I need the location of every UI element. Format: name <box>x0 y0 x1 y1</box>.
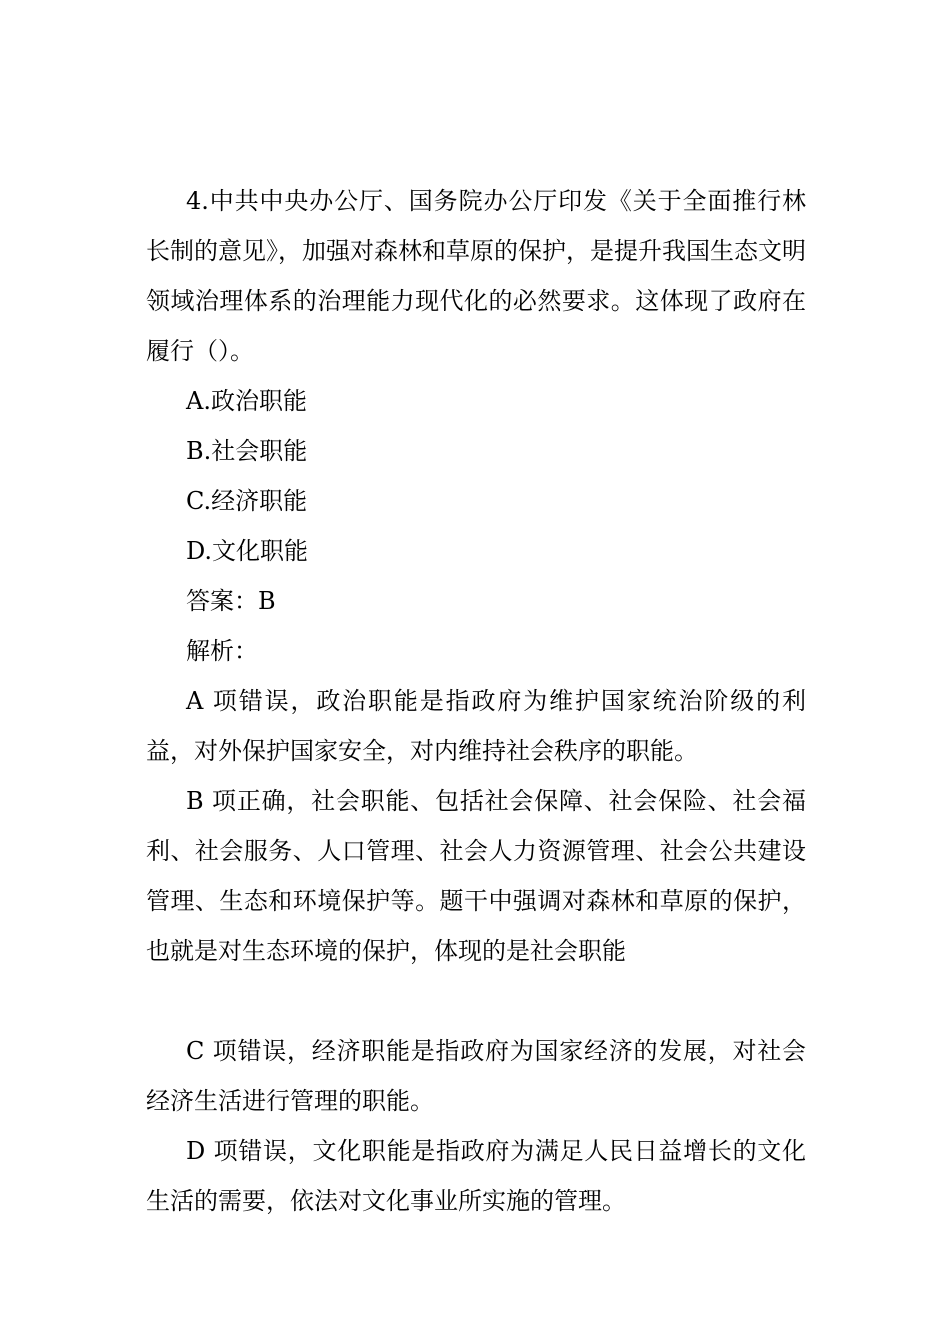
analysis-label: 解析： <box>186 637 258 665</box>
analysis-d: D 项错误，文化职能是指政府为满足人民日益增长的文化生活的需要，依法对文化事业所实施的管理。 <box>146 1137 806 1215</box>
analysis-b: B 项正确，社会职能、包括社会保障、社会保险、社会福利、社会服务、人口管理、社会人力资源管理、社会公共建设管理、生态和环境保护等。题干中强调对森林和草原的保护，也就是对生态环境的保护，体现的是社会职能 <box>146 787 806 965</box>
option-b: B.社会职能 <box>186 437 308 465</box>
question-stem: 4.中共中央办公厅、国务院办公厅印发《关于全面推行林长制的意见》，加强对森林和草原的保护，是提升我国生态文明领域治理体系的治理能力现代化的必然要求。这体现了政府在履行（）。 <box>146 187 806 365</box>
option-d: D.文化职能 <box>186 537 309 565</box>
answer-line: 答案：B <box>186 587 276 615</box>
option-c: C.经济职能 <box>186 487 308 515</box>
analysis-a: A 项错误，政治职能是指政府为维护国家统治阶级的利益，对外保护国家安全，对内维持社会秩序的职能。 <box>146 687 806 765</box>
option-a: A.政治职能 <box>186 387 307 415</box>
analysis-c: C 项错误，经济职能是指政府为国家经济的发展，对社会经济生活进行管理的职能。 <box>146 1037 806 1115</box>
document-page <box>146 176 806 1226</box>
